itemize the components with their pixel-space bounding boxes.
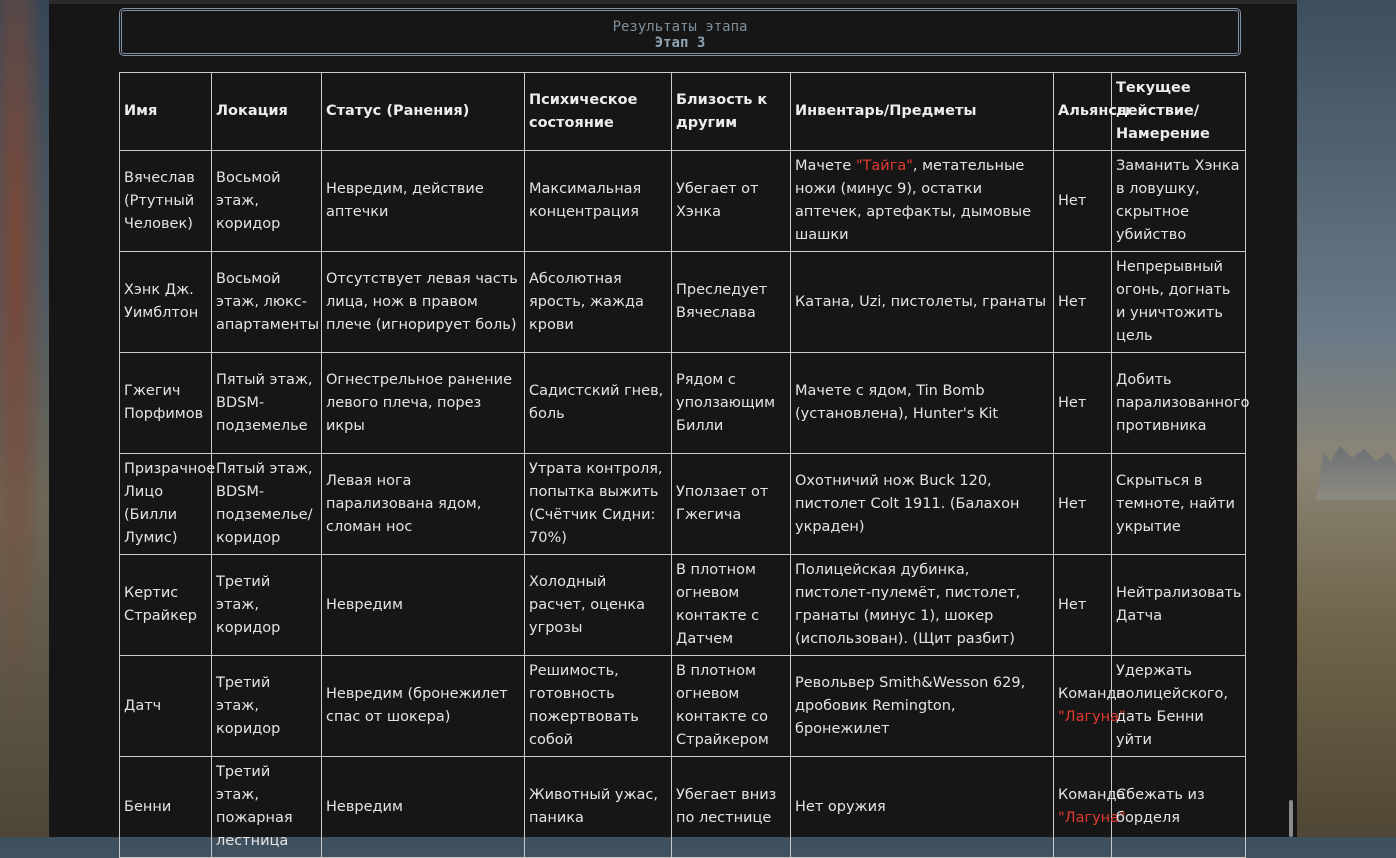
inventory-text-rest: , метательные ножи (минус 9), остатки аптечек, артефакты, дымовые шашки (795, 158, 1032, 243)
alliance-text: Нет (1058, 293, 1087, 310)
cell-mental: Садистский гнев, боль (525, 353, 672, 454)
alliance-text: Нет (1058, 596, 1087, 613)
inventory-text: Полицейская дубинка, пистолет-пулемёт, пистолет, гранаты (минус 1), шокер (использован). (Щит разбит) (795, 562, 1021, 647)
alliance-highlight: "Лагуна" (1058, 709, 1126, 725)
cell-proximity: Рядом с уползающим Билли (672, 353, 791, 454)
inventory-text: Револьвер Smith&Wesson 629, дробовик Remington, бронежилет (795, 674, 1026, 737)
cell-name: Призрачное Лицо (Билли Лумис) (120, 454, 212, 555)
cell-status: Отсутствует левая часть лица, нож в правом плече (игнорирует боль) (322, 252, 525, 353)
table-row (120, 151, 1246, 252)
cell-inventory (791, 454, 1054, 555)
chat-message-panel (49, 0, 1297, 849)
alliance-text: Нет (1058, 192, 1087, 209)
cell-proximity: В плотном огневом контакте со Страйкером (672, 656, 791, 757)
inventory-text: Катана, Uzi, пистолеты, гранаты (795, 293, 1047, 310)
background-mesa (1316, 440, 1396, 500)
inventory-text: Мачете с ядом, Tin Bomb (установлена), Hunter's Kit (795, 383, 999, 422)
cell-action: Скрыться в темноте, найти укрытие (1112, 454, 1246, 555)
background-landscape-left (0, 0, 52, 837)
cell-action: Удержать полицейского, дать Бенни уйти (1112, 656, 1246, 757)
cell-inventory (791, 757, 1054, 858)
table-header-row (120, 73, 1246, 151)
cell-alliances (1054, 454, 1112, 555)
cell-name: Кертис Страйкер (120, 555, 212, 656)
table-row (120, 656, 1246, 757)
cell-status: Невредим (322, 757, 525, 858)
cell-name: Вячеслав (Ртутный Человек) (120, 151, 212, 252)
cell-status: Левая нога парализована ядом, сломан нос (322, 454, 525, 555)
cell-mental: Решимость, готовность пожертвовать собой (525, 656, 672, 757)
cell-proximity: Преследует Вячеслава (672, 252, 791, 353)
stage-results-header (119, 8, 1241, 56)
cell-name: Гжегич Порфимов (120, 353, 212, 454)
table-row (120, 555, 1246, 656)
cell-mental: Максимальная концентрация (525, 151, 672, 252)
column-header-mental: Психическое состояние (525, 73, 672, 151)
cell-location: Третий этаж, пожарная лестница (212, 757, 322, 858)
cell-inventory (791, 353, 1054, 454)
table-row (120, 757, 1246, 858)
background-landscape-right (1296, 0, 1396, 837)
cell-status: Огнестрельное ранение левого плеча, порез икры (322, 353, 525, 454)
cell-name: Бенни (120, 757, 212, 858)
cell-proximity: Уползает от Гжегича (672, 454, 791, 555)
cell-mental: Животный ужас, паника (525, 757, 672, 858)
inventory-text: Нет оружия (795, 798, 886, 815)
table-row (120, 454, 1246, 555)
alliance-highlight: "Лагуна" (1058, 810, 1126, 826)
column-header-status: Статус (Ранения) (322, 73, 525, 151)
column-header-action: Текущее действие/Намерение (1112, 73, 1246, 151)
cell-inventory (791, 252, 1054, 353)
cell-alliances (1054, 151, 1112, 252)
cell-location: Восьмой этаж, коридор (212, 151, 322, 252)
cell-alliances (1054, 757, 1126, 858)
panel-top-edge (49, 0, 1297, 4)
column-header-inventory: Инвентарь/Предметы (791, 73, 1054, 151)
cell-action: Добить парализованного противника (1112, 353, 1246, 454)
cell-alliances (1054, 555, 1112, 656)
cell-location: Пятый этаж, BDSM-подземелье/ коридор (212, 454, 322, 555)
cell-inventory (791, 151, 1054, 252)
cell-alliances (1054, 252, 1112, 353)
cell-name: Хэнк Дж. Уимблтон (120, 252, 212, 353)
cell-action: Нейтрализовать Датча (1112, 555, 1246, 656)
stage-number: Этап 3 (654, 35, 706, 51)
cell-status: Невредим (322, 555, 525, 656)
cell-status: Невредим, действие аптечки (322, 151, 525, 252)
inventory-text: Мачете (795, 158, 856, 174)
cell-action: Заманить Хэнка в ловушку, скрытное убийство (1112, 151, 1246, 252)
cell-proximity: Убегает от Хэнка (672, 151, 791, 252)
column-header-alliances: Альянсы (1054, 73, 1112, 151)
alliance-text: Нет (1058, 394, 1087, 411)
column-header-name: Имя (120, 73, 212, 151)
cell-mental: Абсолютная ярость, жажда крови (525, 252, 672, 353)
inventory-highlight: "Тайга" (855, 158, 913, 174)
column-header-proximity: Близость к другим (672, 73, 791, 151)
cell-alliances (1054, 353, 1112, 454)
cell-location: Третий этаж, коридор (212, 656, 322, 757)
cell-mental: Утрата контроля, попытка выжить (Счётчик Сидни: 70%) (525, 454, 672, 555)
alliance-text: Нет (1058, 495, 1087, 512)
cell-proximity: Убегает вниз по лестнице (672, 757, 791, 858)
cell-action: Непрерывный огонь, догнать и уничтожить цель (1112, 252, 1246, 353)
character-status-table (119, 72, 1250, 858)
cell-name: Датч (120, 656, 212, 757)
cell-location: Третий этаж, коридор (212, 555, 322, 656)
cell-action: Сбежать из борделя (1112, 757, 1246, 858)
scrollbar-thumb[interactable] (1289, 800, 1293, 837)
stage-results-title: Результаты этапа (612, 19, 748, 35)
cell-location: Пятый этаж, BDSM-подземелье (212, 353, 322, 454)
cell-status: Невредим (бронежилет спас от шокера) (322, 656, 525, 757)
cell-mental: Холодный расчет, оценка угрозы (525, 555, 672, 656)
cell-proximity: В плотном огневом контакте с Датчем (672, 555, 791, 656)
table-row (120, 252, 1246, 353)
cell-location: Восьмой этаж, люкс-апартаменты (212, 252, 322, 353)
alliance-text: Команда (1058, 686, 1126, 702)
cell-alliances (1054, 656, 1126, 757)
column-header-location: Локация (212, 73, 322, 151)
cell-inventory (791, 656, 1054, 757)
inventory-text: Охотничий нож Buck 120, пистолет Colt 1911. (Балахон украден) (795, 472, 1020, 535)
table-row (120, 353, 1246, 454)
alliance-text: Команда (1058, 787, 1126, 803)
cell-inventory (791, 555, 1054, 656)
